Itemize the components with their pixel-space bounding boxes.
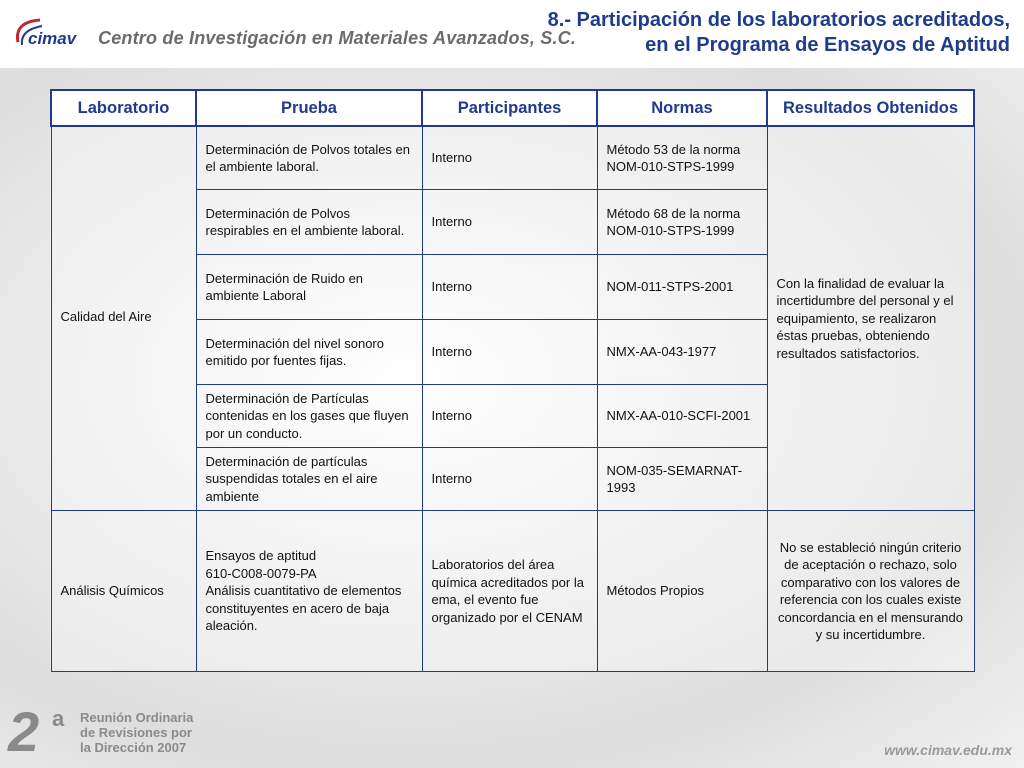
cell-normas: Métodos Propios <box>597 511 767 672</box>
slide-title-line-1: 8.- Participación de los laboratorios acreditados, <box>547 9 1010 31</box>
cell-participantes: Interno <box>422 255 597 320</box>
header-prueba: Prueba <box>196 90 422 126</box>
slide-header <box>0 0 1024 68</box>
cell-participantes: Laboratorios del área química acreditados por la ema, el evento fue organizado por el CENAM <box>422 511 597 672</box>
cell-normas: Método 68 de la norma NOM-010-STPS-1999 <box>597 190 767 255</box>
cell-normas: NOM-011-STPS-2001 <box>597 255 767 320</box>
cell-participantes: Interno <box>422 126 597 190</box>
website-url: www.cimav.edu.mx <box>884 742 1012 758</box>
cell-laboratorio-analisis-quimicos: Análisis Químicos <box>51 511 196 672</box>
cell-prueba: Determinación del nivel sonoro emitido por fuentes fijas. <box>196 320 422 385</box>
cell-prueba: Determinación de Polvos totales en el ambiente laboral. <box>196 126 422 190</box>
table-row <box>51 511 974 672</box>
cell-normas: NMX-AA-043-1977 <box>597 320 767 385</box>
cell-participantes: Interno <box>422 320 597 385</box>
table-header-row <box>51 90 974 126</box>
organization-name: Centro de Investigación en Materiales Avanzados, S.C. <box>98 28 577 48</box>
header-participantes: Participantes <box>422 90 597 126</box>
cell-participantes: Interno <box>422 190 597 255</box>
cell-participantes: Interno <box>422 385 597 448</box>
header-normas: Normas <box>597 90 767 126</box>
header-laboratorio: Laboratorio <box>51 90 196 126</box>
cell-normas: NOM-035-SEMARNAT-1993 <box>597 448 767 511</box>
cell-prueba: Determinación de partículas suspendidas totales en el aire ambiente <box>196 448 422 511</box>
cell-resultados-analisis-quimicos: No se estableció ningún criterio de aceptación o rechazo, solo comparativo con los valores de referencia con los cuales existe concordancia en el mensurando y su incertidumbre. <box>767 511 974 672</box>
cell-prueba: Determinación de Ruido en ambiente Laboral <box>196 255 422 320</box>
cell-prueba: Determinación de Polvos respirables en el ambiente laboral. <box>196 190 422 255</box>
cell-prueba: Determinación de Partículas contenidas en los gases que fluyen por un conducto. <box>196 385 422 448</box>
cell-participantes: Interno <box>422 448 597 511</box>
slide-title-line-2: en el Programa de Ensayos de Aptitud <box>645 34 1010 56</box>
header-resultados: Resultados Obtenidos <box>767 90 974 126</box>
cell-normas: Método 53 de la norma NOM-010-STPS-1999 <box>597 126 767 190</box>
slide-title <box>450 8 1010 58</box>
cimav-logo <box>10 12 88 56</box>
accreditation-table <box>50 89 975 672</box>
cell-normas: NMX-AA-010-SCFI-2001 <box>597 385 767 448</box>
cell-laboratorio-calidad-aire: Calidad del Aire <box>51 126 196 511</box>
cell-prueba: Ensayos de aptitud 610-C008-0079-PA Análisis cuantitativo de elementos constituyentes en acero de baja aleación. <box>196 511 422 672</box>
meeting-name: Reunión Ordinaria de Revisiones por la Dirección 2007 <box>80 710 194 755</box>
cell-resultados-calidad-aire: Con la finalidad de evaluar la incertidumbre del personal y el equipamiento, se realizaron éstas pruebas, obteniendo resultados satisfactorios. <box>767 126 974 511</box>
meeting-number: 2 <box>8 700 40 763</box>
logo-text: cimav <box>28 29 77 48</box>
meeting-number-superscript: a <box>52 706 65 731</box>
meeting-badge <box>8 702 218 762</box>
table-row <box>51 126 974 190</box>
